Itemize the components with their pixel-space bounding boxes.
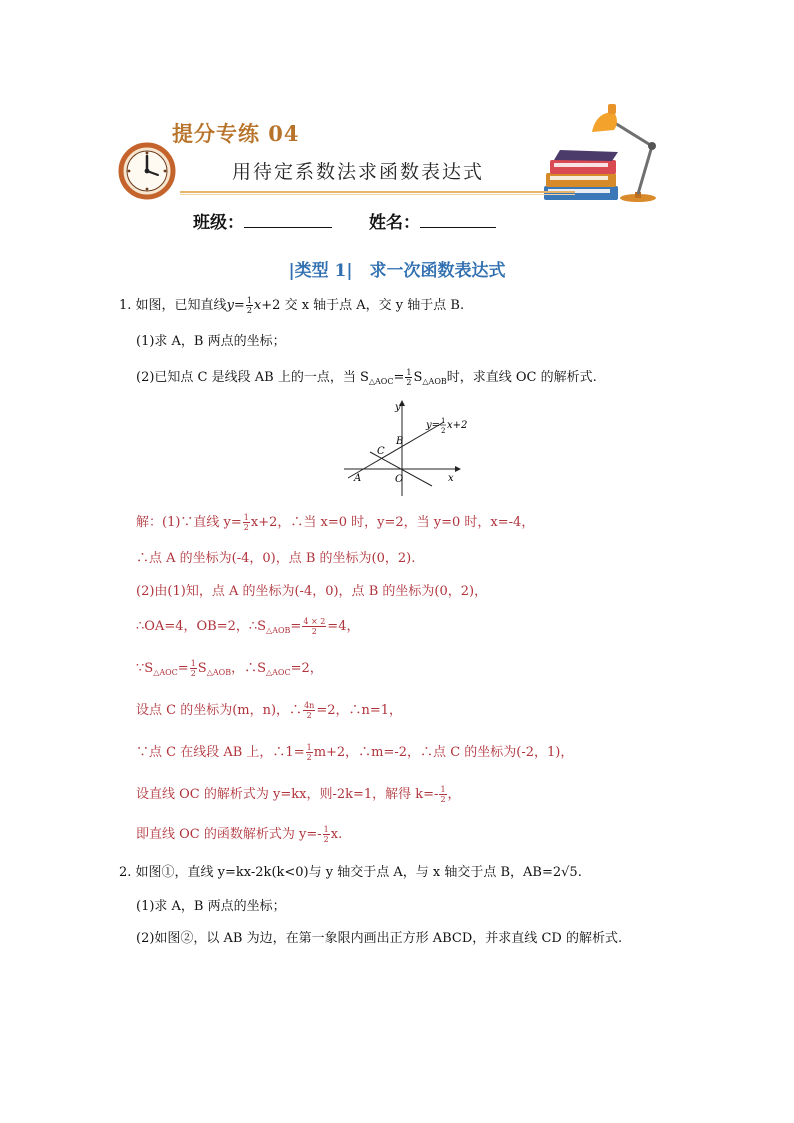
q2-stem: 2. 如图①，直线 y=kx-2k(k<0)与 y 轴交于点 A，与 x 轴交于点 B，AB=2√5. bbox=[119, 865, 582, 880]
x-axis-label: x bbox=[448, 473, 454, 484]
solution-line-5: $\because S_{\triangle AOC}=$ $\frac{1}{2}$ $S_{\triangle AOB}$，$\therefore S_{\triangle AOC}=2$， bbox=[136, 659, 323, 678]
y-axis-label: y bbox=[395, 402, 401, 413]
line-label-b: x+2 bbox=[447, 420, 468, 431]
fraction-half: $\frac{1}{2}$ bbox=[246, 296, 252, 315]
q1-stem-text-a: 如图，已知直线 bbox=[135, 298, 227, 313]
line-label-a: y= bbox=[426, 420, 441, 431]
x-axis-arrow bbox=[455, 466, 461, 472]
worksheet-title: 提分专练 04 bbox=[172, 121, 300, 146]
svg-text:1: 1 bbox=[441, 417, 446, 425]
point-b-label: B bbox=[396, 436, 404, 447]
q1-part2: (2)已知点 C 是线段 AB 上的一点，当 $S_{\triangle AOC}=$ $\frac{1}{2}$ $S_{\triangle AOB}$时，求直线 OC 的解析式. bbox=[136, 368, 597, 387]
worksheet-subtitle: 用待定系数法求函数表达式 bbox=[232, 161, 485, 183]
class-field bbox=[193, 208, 332, 233]
solution-line-8: 设直线 OC 的解析式为 y=kx，则-2k=1，解得 k=- $\frac{1}{2}$ ， bbox=[136, 785, 461, 804]
q2-part1: (1)求 A，B 两点的坐标； bbox=[136, 899, 286, 914]
q1-part1: (1)求 A，B 两点的坐标； bbox=[136, 334, 286, 349]
name-field bbox=[369, 208, 496, 233]
q1-stem: 1. 如图，已知直线y= $\frac{1}{2}$ x+2 交 x 轴于点 A，交 y 轴于点 B. bbox=[119, 296, 465, 315]
section-heading: |类型 1| 求一次函数表达式 bbox=[288, 261, 506, 281]
point-c-label: C bbox=[377, 446, 385, 457]
solution-line-7: ∵点 C 在线段 AB 上，∴1= $\frac{1}{2}$ m+2，∴m=-2，∴点 C 的坐标为(-2，1)， bbox=[136, 743, 574, 762]
q1-number: 1. bbox=[119, 298, 132, 313]
name-label: 姓名： bbox=[369, 213, 420, 233]
name-blank[interactable] bbox=[420, 211, 496, 228]
solution-line-2: ∴点 A 的坐标为(-4，0)，点 B 的坐标为(0，2). bbox=[136, 551, 416, 566]
solution-line-9: 即直线 OC 的函数解析式为 y=- $\frac{1}{2}$ x. bbox=[136, 825, 343, 844]
class-blank[interactable] bbox=[244, 211, 332, 228]
header-rule bbox=[180, 191, 575, 193]
header-rule-thin bbox=[180, 194, 575, 195]
q2-part2: (2)如图②，以 AB 为边，在第一象限内画出正方形 ABCD，并求直线 CD 的解析式. bbox=[136, 931, 623, 946]
q2-number: 2. bbox=[119, 865, 132, 880]
solution-line-4: ∴OA=4，OB=2，$\therefore S_{\triangle AOB}=$ $\frac{4 \times 2}{2}$ =4， bbox=[136, 617, 360, 636]
svg-text:2: 2 bbox=[441, 427, 446, 435]
point-a-label: A bbox=[354, 473, 362, 484]
solution-line-3: (2)由(1)知，点 A 的坐标为(-4，0)，点 B 的坐标为(0，2)， bbox=[136, 584, 488, 599]
solution-line-6: 设点 C 的坐标为(m，n)，∴ $\frac{4n}{2}$ =2，∴n=1， bbox=[136, 701, 403, 720]
clock-icon bbox=[118, 142, 176, 200]
point-o-label: O bbox=[395, 474, 404, 485]
solution-line-1: 解：(1)∵直线 y= $\frac{1}{2}$ x+2，∴当 x=0 时，y=2，当 y=0 时，x=-4， bbox=[136, 513, 535, 532]
desk-lamp-icon bbox=[586, 100, 662, 204]
q1-stem-text-b: 交 x 轴于点 A，交 y 轴于点 B. bbox=[284, 298, 465, 313]
class-label: 班级： bbox=[193, 213, 244, 233]
coordinate-graph bbox=[340, 396, 470, 498]
